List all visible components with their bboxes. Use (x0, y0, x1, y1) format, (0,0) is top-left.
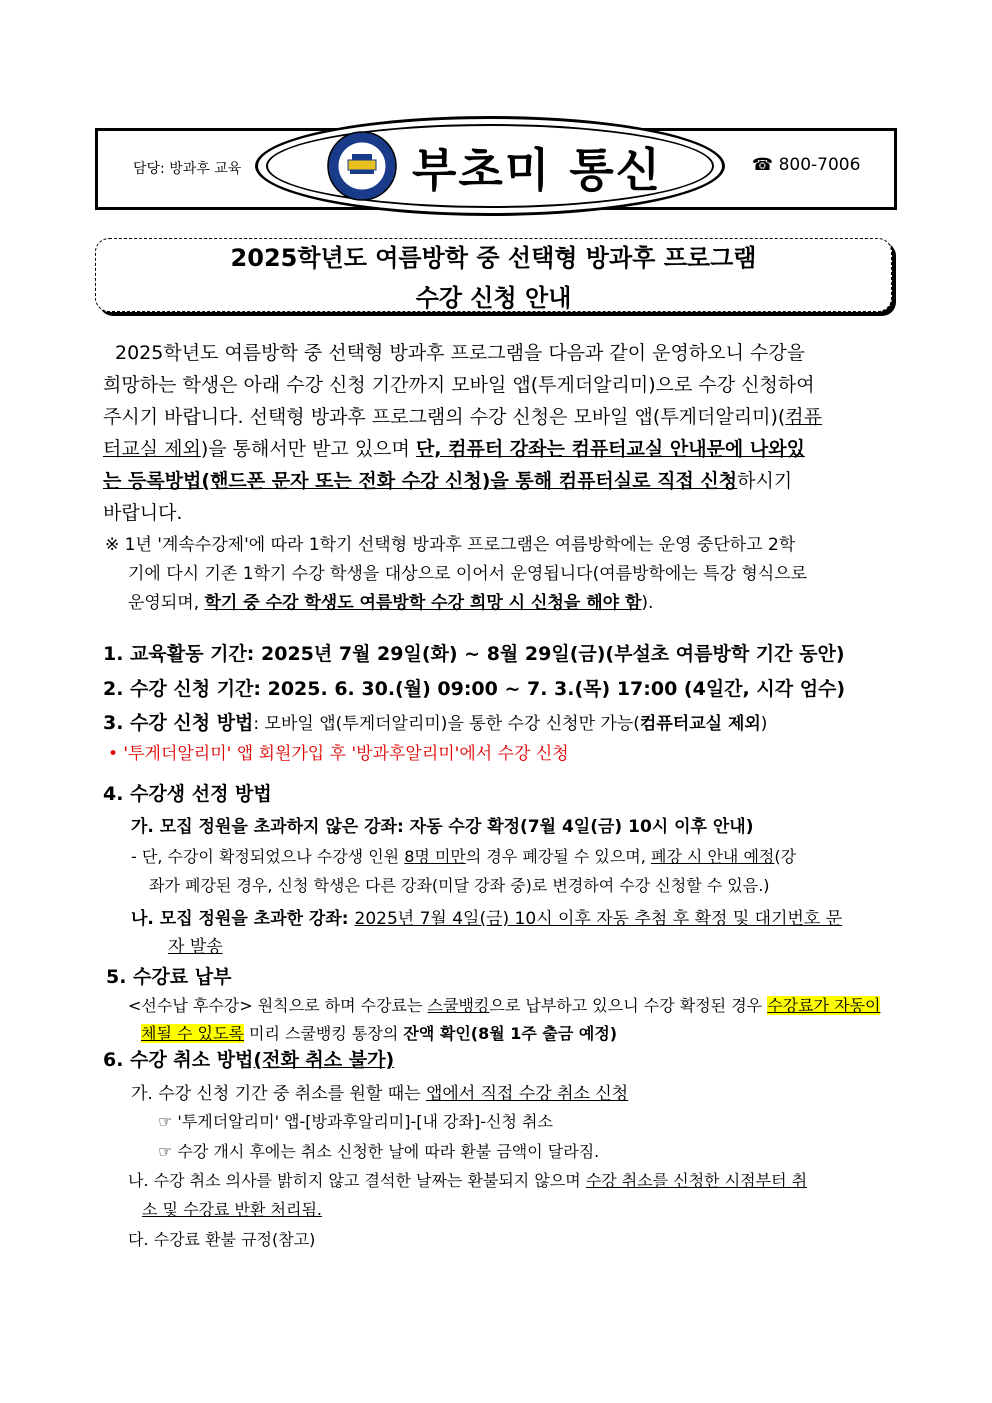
intro-line-1: 2025학년도 여름방학 중 선택형 방과후 프로그램을 다음과 같이 운영하오니 수강을 (115, 342, 806, 364)
intro-line-6: 바랍니다. (103, 502, 183, 524)
section-6-na: 나. 수강 취소 의사를 밝히지 않고 결석한 날짜는 환불되지 않으며 수강 취소를 신청한 시점부터 취 (128, 1171, 808, 1190)
section-6-ga: 가. 수강 신청 기간 중 취소를 원할 때는 앱에서 직접 수강 취소 신청 (131, 1084, 629, 1104)
section-6-ga-note-2: ☞ 수강 개시 후에는 취소 신청한 날에 따라 환불 금액이 달라짐. (158, 1142, 600, 1161)
section-4-ga-note-1: - 단, 수강이 확정되었으나 수강생 인원 8명 미만의 경우 폐강될 수 있으며, 폐강 시 안내 예정(강 (131, 847, 797, 866)
intro-line-3: 주시기 바랍니다. 선택형 방과후 프로그램의 수강 신청은 모바일 앱(투게더알리미)(컴퓨 (103, 406, 822, 428)
section-2: 2. 수강 신청 기간: 2025. 6. 30.(월) 09:00 ~ 7. 3.(목) 17:00 (4일간, 시각 엄수) (103, 678, 846, 700)
section-4: 4. 수강생 선정 방법 (103, 783, 272, 805)
section-6-da: 다. 수강료 환불 규정(참고) (128, 1230, 316, 1249)
section-4-ga: 가. 모집 정원을 초과하지 않은 강좌: 자동 수강 확정(7월 4일(금) 10시 이후 안내) (131, 817, 754, 837)
section-1: 1. 교육활동 기간: 2025년 7월 29일(화) ~ 8월 29일(금)(부설초 여름방학 기간 동안) (103, 643, 845, 665)
section-3: 3. 수강 신청 방법: 모바일 앱(투게더알리미)을 통한 수강 신청만 가능(컴퓨터교실 제외) (103, 712, 768, 734)
section-4-ga-note-2: 좌가 폐강된 경우, 신청 학생은 다른 강좌(미달 강좌 중)로 변경하여 수강 신청할 수 있음.) (149, 876, 770, 895)
note-line-2: 기에 다시 기존 1학기 수강 학생을 대상으로 이어서 운영됩니다(여름방학에는 특강 형식으로 (128, 564, 808, 584)
section-4-na: 나. 모집 정원을 초과한 강좌: 2025년 7월 4일(금) 10시 이후 자동 추첨 후 확정 및 대기번호 문 (131, 909, 843, 929)
section-4-na-cont: 자 발송 (168, 937, 223, 957)
section-5-line-2: 체될 수 있도록 미리 스쿨뱅킹 통장의 잔액 확인(8월 1주 출금 예정) (141, 1024, 618, 1043)
section-6: 6. 수강 취소 방법(전화 취소 불가) (103, 1049, 395, 1071)
department-label: 담당: 방과후 교육 (133, 161, 242, 177)
intro-line-5: 는 등록방법(핸드폰 문자 또는 전화 수강 신청)을 통해 컴퓨터실로 직접 신청하시기 (103, 470, 793, 492)
newsletter-title: 부초미 통신 (412, 143, 663, 197)
phone-number: ☎ 800-7006 (752, 155, 861, 175)
section-6-ga-note-1: ☞ '투게더알리미' 앱-[방과후알리미]-[내 강좌]-신청 취소 (158, 1112, 553, 1131)
note-line-3: 운영되며, 학기 중 수강 학생도 여름방학 수강 희망 시 신청을 해야 함). (128, 593, 654, 613)
section-5-line-1: <선수납 후수강> 원칙으로 하며 수강료는 스쿨뱅킹으로 납부하고 있으니 수강 확정된 경우 수강료가 자동이 (128, 996, 881, 1015)
note-line-1: ※ 1년 '계속수강제'에 따라 1학기 선택형 방과후 프로그램은 여름방학에는 운영 중단하고 2학 (105, 535, 796, 555)
intro-line-4: 터교실 제외)을 통해서만 받고 있으며 단, 컴퓨터 강좌는 컴퓨터교실 안내문에 나와있 (103, 438, 805, 460)
section-3-bullet: • '투게더알리미' 앱 회원가입 후 '방과후알리미'에서 수강 신청 (108, 744, 569, 764)
section-6-na-cont: 소 및 수강료 반환 처리됨. (142, 1200, 322, 1219)
section-5: 5. 수강료 납부 (106, 966, 232, 988)
intro-line-2: 희망하는 학생은 아래 수강 신청 기간까지 모바일 앱(투게더알리미)으로 수강 신청하여 (103, 374, 815, 396)
doc-title-line2: 수강 신청 안내 (415, 284, 572, 312)
doc-title-line1: 2025학년도 여름방학 중 선택형 방과후 프로그램 (230, 244, 757, 272)
school-logo (326, 130, 398, 202)
